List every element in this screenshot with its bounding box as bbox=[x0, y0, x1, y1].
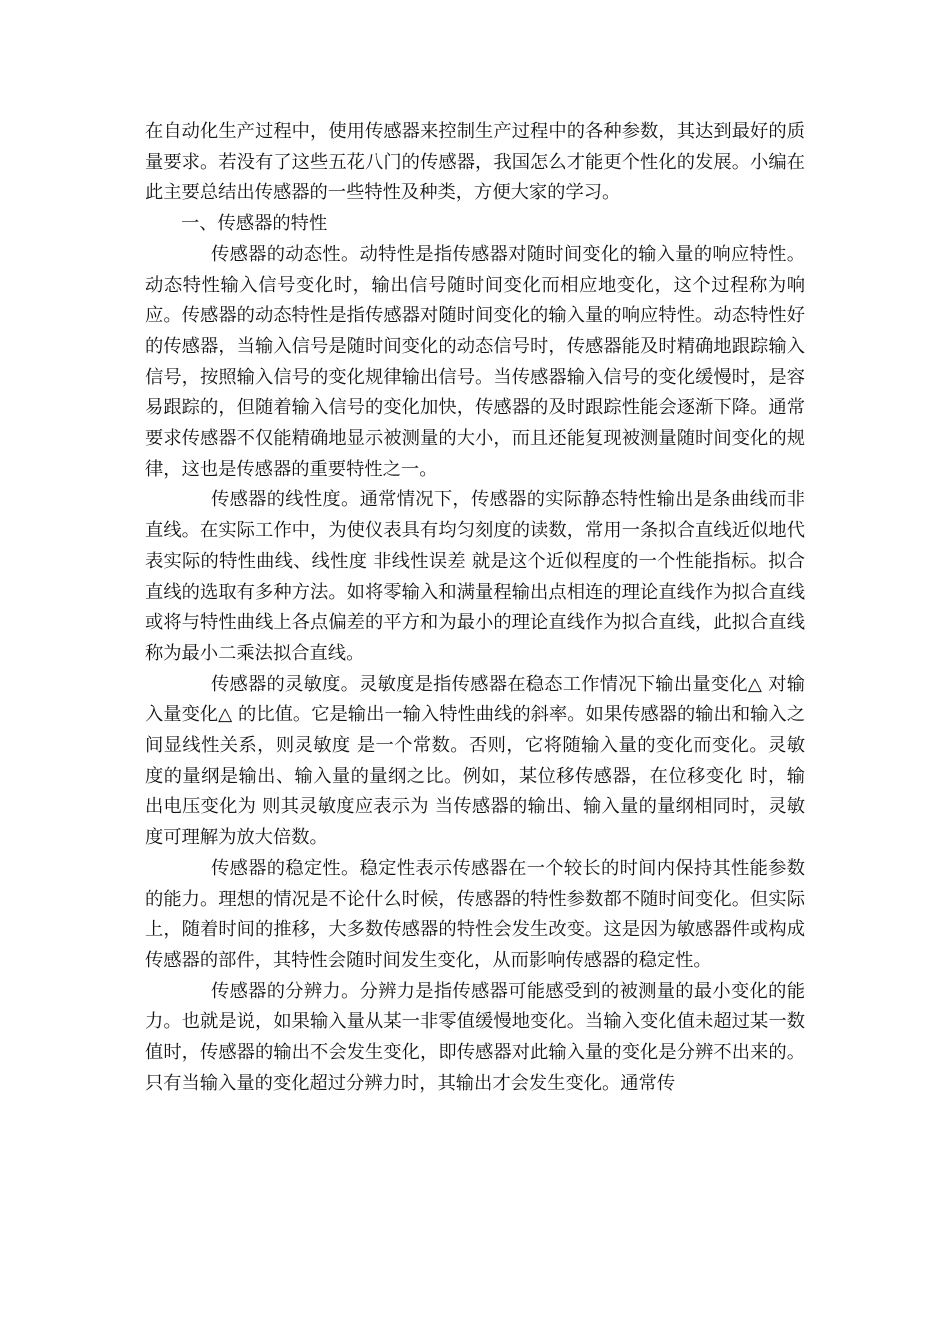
paragraph-dynamic: 传感器的动态性。动特性是指传感器对随时间变化的输入量的响应特性。动态特性输入信号变化时，输出信号随时间变化而相应地变化，这个过程称为响应。传感器的动态特性是指传感器对随时间变化的输入量的响应特性。动态特性好的传感器，当输入信号是随时间变化的动态信号时，传感器能及时精确地跟踪输入信号，按照输入信号的变化规律输出信号。当传感器输入信号的变化缓慢时，是容易跟踪的，但随着输入信号的变化加快，传感器的及时跟踪性能会逐渐下降。通常要求传感器不仅能精确地显示被测量的大小，而且还能复现被测量随时间变化的规律，这也是传感器的重要特性之一。 bbox=[145, 243, 805, 480]
paragraph-sensitivity: 传感器的灵敏度。灵敏度是指传感器在稳态工作情况下输出量变化△ 对输入量变化△ 的比值。它是输出一输入特性曲线的斜率。如果传感器的输出和输入之间显线性关系，则灵敏度 是一个常数。否则，它将随输入量的变化而变化。灵敏度的量纲是输出、输入量的量纲之比。例如，某位移传感器，在位移变化 时，输出电压变化为 则其灵敏度应表示为 当传感器的输出、输入量的量纲相同时，灵敏度可理解为放大倍数。 bbox=[145, 673, 805, 849]
paragraph-stability: 传感器的稳定性。稳定性表示传感器在一个较长的时间内保持其性能参数的能力。理想的情况是不论什么时候，传感器的特性参数都不随时间变化。但实际上，随着时间的推移，大多数传感器的特性会发生改变。这是因为敏感器件或构成传感器的部件，其特性会随时间发生变化，从而影响传感器的稳定性。 bbox=[145, 857, 805, 971]
intro-paragraph: 在自动化生产过程中，使用传感器来控制生产过程中的各种参数，其达到最好的质量要求。若没有了这些五花八门的传感器，我国怎么才能更个性化的发展。小编在此主要总结出传感器的一些特性及种类，方便大家的学习。 bbox=[145, 121, 805, 204]
paragraph-resolution: 传感器的分辨力。分辨力是指传感器可能感受到的被测量的最小变化的能力。也就是说，如果输入量从某一非零值缓慢地变化。当输入变化值未超过某一数值时，传感器的输出不会发生变化，即传感器对此输入量的变化是分辨不出来的。只有当输入量的变化超过分辨力时，其输出才会发生变化。通常传 bbox=[145, 980, 805, 1094]
document-body bbox=[145, 117, 805, 1100]
section-heading: 一、传感器的特性 bbox=[181, 213, 328, 235]
paragraph-linearity: 传感器的线性度。通常情况下，传感器的实际静态特性输出是条曲线而非直线。在实际工作中，为使仪表具有均匀刻度的读数，常用一条拟合直线近似地代表实际的特性曲线、线性度 非线性误差 就是这个近似程度的一个性能指标。拟合直线的选取有多种方法。如将零输入和满量程输出点相连的理论直线作为拟合直线 或将与特性曲线上各点偏差的平方和为最小的理论直线作为拟合直线，此拟合直线称为最小二乘法拟合直线。 bbox=[145, 489, 805, 664]
